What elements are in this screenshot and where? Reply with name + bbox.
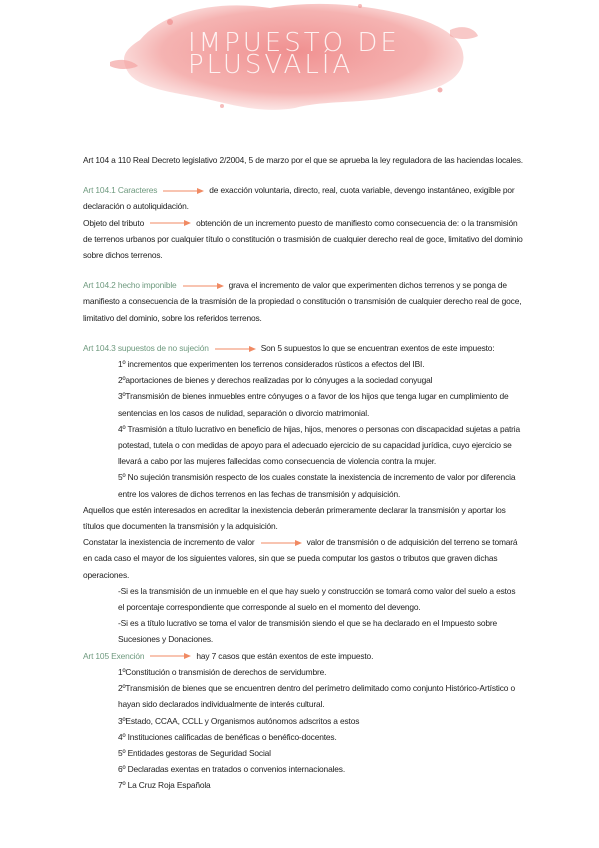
section-105 (83, 648, 523, 664)
exencion-item: 7º La Cruz Roja Española (118, 780, 211, 791)
document-body (83, 152, 523, 794)
no-sujecion-item: 3ºTransmisión de bienes inmuebles entre cónyuges o a favor de los hijos que tenga lugar en cumplimiento de sentencias en los casos de nulidad, separación o divorcio matrimonial. (118, 391, 509, 418)
exencion-item: 4º Instituciones calificadas de benéficas o benéfico-docentes. (118, 731, 337, 742)
objeto-text: obtención de un incremento puesto de manifiesto como consecuencia de: o la transmisión de terrenos urbanos por cualquier título o constitución o trasmisión de cualquier derecho real de goce, limitativo del dominio sobre dichos terrenos. (83, 217, 523, 261)
objeto-label: Objeto del tributo (83, 217, 145, 228)
exencion-item: 5º Entidades gestoras de Seguridad Social (118, 747, 271, 758)
arrow-icon (150, 219, 192, 227)
objeto-paragraph (83, 215, 523, 264)
section-104-1 (83, 182, 523, 214)
section-104-1-heading: Art 104.1 Caracteres (83, 185, 158, 196)
arrow-icon (183, 282, 225, 290)
title-line-2: PLUSVALÍA (188, 50, 354, 80)
valor-case-item: -Si es la transmisión de un inmueble en el que hay suelo y construcción se tomará como valor del suelo a estos el porcentaje correspondiente que corresponde al suelo en el momento del devengo. (118, 585, 516, 613)
constatar-paragraph (83, 534, 523, 583)
no-sujecion-item: 2ºaportaciones de bienes y derechos realizadas por lo cónyuges a la sociedad conyugal (118, 375, 433, 386)
page-title (188, 28, 448, 80)
title-line-1: IMPUESTO DE (188, 28, 400, 58)
valor-case-item: -Si es a título lucrativo se toma el valor de transmisión siendo el que se ha declarado en el Impuesto sobre Sucesiones y Donaciones. (118, 618, 498, 645)
arrow-icon (215, 345, 257, 353)
no-sujecion-item: 4º Trasmisión a título lucrativo en beneficio de hijas, hijos, menores o personas con discapacidad sujetas a patria potestad, tutela o con medidas de apoyo para el adecuado ejercicio de su capacidad jurídica, cuyo ejercicio se llevará a cabo por las mujeres fallecidas como consecuencia de violencia contra la mujer. (118, 423, 520, 467)
exencion-item: 6º Declaradas exentas en tratados o convenios internacionales. (118, 764, 346, 775)
no-sujecion-item: 1º incrementos que experimenten los terrenos considerados rústicos a efectos del IBI. (118, 359, 425, 370)
arrow-icon (150, 652, 192, 660)
exencion-item: 3ºEstado, CCAA, CCLL y Organismos autónomos adscritos a estos (118, 715, 360, 726)
exencion-item: 1ºConstitución o transmisión de derechos de servidumbre. (118, 666, 327, 677)
section-104-2 (83, 277, 523, 326)
arrow-icon (163, 187, 205, 195)
constatar-text: valor de transmisión o de adquisición del terreno se tomará en cada caso el mayor de los siguientes valores, sin que se pueda computar los gastos o tributos que graven dichas operaciones. (83, 537, 518, 580)
exencion-item: 2ºTransmisión de bienes que se encuentren dentro del perímetro delimitado como conjunto Histórico-Artístico o hayan sido declarados individualmente de interés cultural. (118, 683, 515, 710)
constatar-label: Constatar la inexistencia de incremento de valor (83, 537, 255, 548)
arrow-icon (261, 539, 303, 547)
section-105-heading: Art 105 Exención (83, 650, 145, 661)
intro-paragraph: Art 104 a 110 Real Decreto legislativo 2/2004, 5 de marzo por el que se aprueba la ley reguladora de las haciendas locales. (83, 155, 523, 165)
section-105-text: hay 7 casos que están exentos de este impuesto. (196, 650, 374, 661)
section-104-3-text: Son 5 supuestos lo que se encuentran exentos de este impuesto: (260, 342, 495, 353)
section-104-2-heading: Art 104.2 hecho imponible (83, 280, 177, 291)
section-104-1-text: de exacción voluntaria, directo, real, cuota variable, devengo instantáneo, exigible por declaración o autoliquidación. (83, 185, 515, 212)
section-104-3 (83, 340, 523, 356)
aquellos-paragraph: Aquellos que estén interesados en acreditar la inexistencia deberán primeramente declarar la transmisión y aportar los títulos que documenten la transmisión y la adquisición. (83, 504, 506, 532)
no-sujecion-item: 5º No sujeción transmisión respecto de los cuales constate la inexistencia de incremento de valor por diferencia entre los valores de dichos terrenos en las fechas de transmisión y adquisición. (118, 472, 516, 499)
section-104-2-text: grava el incremento de valor que experimenten dichos terrenos y se ponga de manifiesto a consecuencia de la trasmisión de la propiedad o constitución o transmisión de cualquier derecho real de goce, limitativo del dominio, sobre los referidos terrenos. (83, 280, 522, 323)
section-104-3-heading: Art 104.3 supuestos de no sujeción (83, 342, 209, 353)
